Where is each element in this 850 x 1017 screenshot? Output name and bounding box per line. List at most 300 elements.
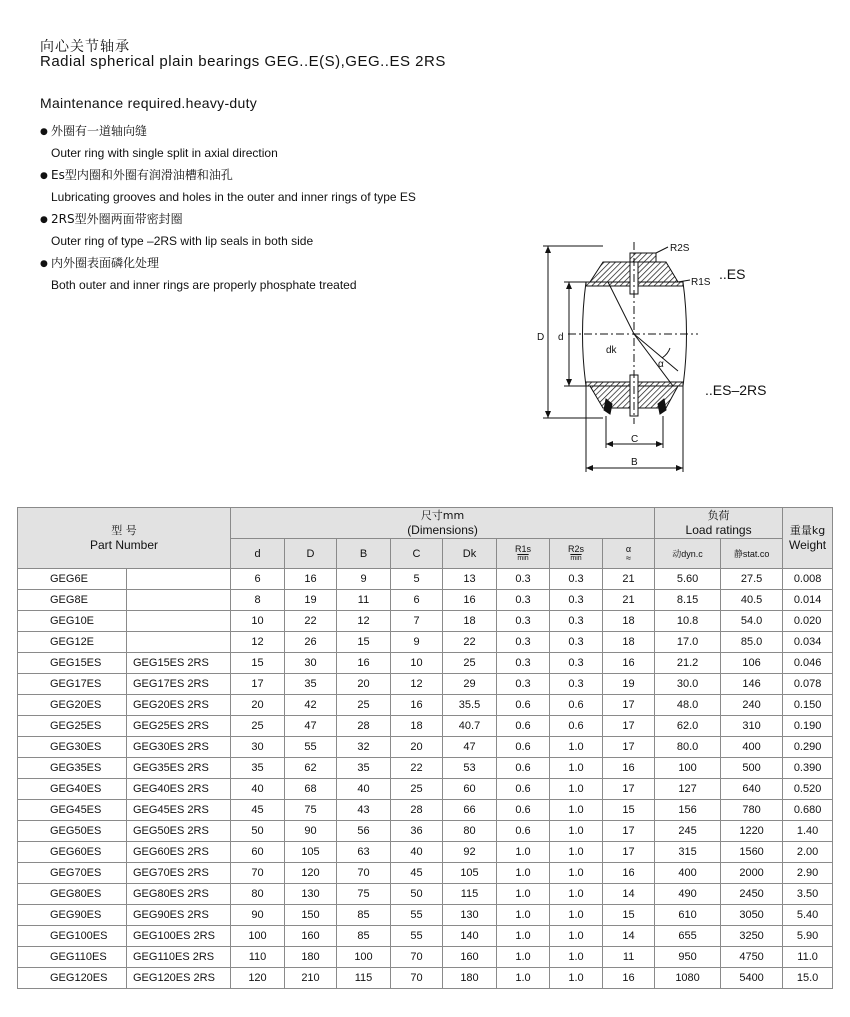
- cell-stat-load: 5400: [721, 968, 783, 989]
- cell-Dk: 18: [443, 611, 497, 632]
- cell-R1s: 0.6: [497, 695, 550, 716]
- cell-weight: 0.290: [783, 737, 833, 758]
- cell-alpha: 17: [603, 695, 655, 716]
- cell-d: 120: [231, 968, 285, 989]
- cell-dyn-load: 156: [655, 800, 721, 821]
- feature-list: [40, 120, 520, 296]
- cell-stat-load: 400: [721, 737, 783, 758]
- cell-part-number-e: GEG35ES: [18, 758, 127, 779]
- cell-alpha: 16: [603, 968, 655, 989]
- cell-dyn-load: 400: [655, 863, 721, 884]
- col-alpha-label: α: [625, 543, 632, 554]
- bullet-icon: ●: [40, 259, 48, 269]
- cell-dyn-load: 127: [655, 779, 721, 800]
- table-row: [18, 842, 833, 863]
- col-R1s-min: $\overline{min}$: [517, 554, 529, 562]
- cell-stat-load: 240: [721, 695, 783, 716]
- cell-B: 70: [337, 863, 391, 884]
- col-D-header: D: [285, 539, 337, 569]
- cell-d: 100: [231, 926, 285, 947]
- cell-alpha: 19: [603, 674, 655, 695]
- col-alpha-header: [603, 539, 655, 569]
- cell-Dk: 115: [443, 884, 497, 905]
- cell-C: 45: [391, 863, 443, 884]
- table-row: [18, 821, 833, 842]
- table-row: [18, 779, 833, 800]
- cell-part-number-2rs: GEG80ES 2RS: [127, 884, 231, 905]
- cell-Dk: 25: [443, 653, 497, 674]
- col-stat-header: 静stat.co: [721, 539, 783, 569]
- cell-R1s: 0.3: [497, 674, 550, 695]
- cell-Dk: 66: [443, 800, 497, 821]
- cell-stat-load: 1220: [721, 821, 783, 842]
- table-row: [18, 590, 833, 611]
- cell-part-number-e: GEG70ES: [18, 863, 127, 884]
- specification-table: [17, 507, 833, 989]
- load-ratings-header: [655, 508, 783, 539]
- cell-part-number-2rs: [127, 632, 231, 653]
- cell-stat-load: 1560: [721, 842, 783, 863]
- title-english: Radial spherical plain bearings GEG..E(S),GEG..ES 2RS: [40, 53, 446, 70]
- subtitle: Maintenance required.heavy-duty: [40, 95, 258, 111]
- cell-R2s: 1.0: [550, 800, 603, 821]
- cell-R1s: 1.0: [497, 947, 550, 968]
- cell-d: 45: [231, 800, 285, 821]
- cell-weight: 0.680: [783, 800, 833, 821]
- table-row: [18, 695, 833, 716]
- cell-part-number-2rs: GEG30ES 2RS: [127, 737, 231, 758]
- weight-header: [783, 508, 833, 569]
- cell-weight: 0.190: [783, 716, 833, 737]
- feature-en: Both outer and inner rings are properly phosphate treated: [51, 278, 357, 292]
- cell-R2s: 1.0: [550, 947, 603, 968]
- cell-D: 68: [285, 779, 337, 800]
- cell-Dk: 22: [443, 632, 497, 653]
- cell-D: 35: [285, 674, 337, 695]
- cell-C: 10: [391, 653, 443, 674]
- cell-R2s: 1.0: [550, 842, 603, 863]
- cell-R1s: 1.0: [497, 863, 550, 884]
- cell-R2s: 0.3: [550, 611, 603, 632]
- cell-stat-load: 310: [721, 716, 783, 737]
- cell-part-number-e: GEG45ES: [18, 800, 127, 821]
- table-row: [18, 611, 833, 632]
- cell-part-number-2rs: GEG35ES 2RS: [127, 758, 231, 779]
- cell-part-number-e: GEG30ES: [18, 737, 127, 758]
- cell-part-number-e: GEG8E: [18, 590, 127, 611]
- type-es-2rs-label: ..ES–2RS: [705, 382, 767, 398]
- cell-weight: 0.078: [783, 674, 833, 695]
- cell-D: 180: [285, 947, 337, 968]
- cell-part-number-2rs: GEG110ES 2RS: [127, 947, 231, 968]
- cell-R1s: 1.0: [497, 905, 550, 926]
- cell-weight: 0.034: [783, 632, 833, 653]
- cell-stat-load: 146: [721, 674, 783, 695]
- cell-weight: 1.40: [783, 821, 833, 842]
- cell-C: 25: [391, 779, 443, 800]
- cell-weight: 0.020: [783, 611, 833, 632]
- cell-R1s: 0.6: [497, 779, 550, 800]
- cell-part-number-e: GEG50ES: [18, 821, 127, 842]
- cell-Dk: 60: [443, 779, 497, 800]
- cell-d: 8: [231, 590, 285, 611]
- cell-R1s: 0.6: [497, 800, 550, 821]
- cell-weight: 0.046: [783, 653, 833, 674]
- cell-Dk: 35.5: [443, 695, 497, 716]
- cell-dyn-load: 655: [655, 926, 721, 947]
- cell-stat-load: 780: [721, 800, 783, 821]
- cell-D: 30: [285, 653, 337, 674]
- r1s-label: R1S: [691, 277, 711, 288]
- cell-C: 28: [391, 800, 443, 821]
- cell-d: 17: [231, 674, 285, 695]
- cell-part-number-e: GEG60ES: [18, 842, 127, 863]
- dimensions-header-cn: 尺寸mm: [420, 509, 465, 522]
- col-B-header: B: [337, 539, 391, 569]
- cell-stat-load: 54.0: [721, 611, 783, 632]
- cell-C: 70: [391, 968, 443, 989]
- load-ratings-header-cn: 负荷: [707, 509, 730, 522]
- cell-weight: 15.0: [783, 968, 833, 989]
- cell-C: 55: [391, 926, 443, 947]
- feature-cn: [40, 120, 520, 142]
- cell-R1s: 0.6: [497, 716, 550, 737]
- cell-part-number-2rs: GEG20ES 2RS: [127, 695, 231, 716]
- feature-en: Outer ring with single split in axial direction: [51, 146, 278, 160]
- cell-C: 20: [391, 737, 443, 758]
- r2s-label: R2S: [670, 243, 690, 254]
- cell-D: 16: [285, 569, 337, 590]
- cell-D: 22: [285, 611, 337, 632]
- cell-alpha: 17: [603, 737, 655, 758]
- cell-Dk: 13: [443, 569, 497, 590]
- cell-R2s: 1.0: [550, 737, 603, 758]
- cell-part-number-e: GEG25ES: [18, 716, 127, 737]
- cell-d: 70: [231, 863, 285, 884]
- cell-stat-load: 3250: [721, 926, 783, 947]
- cell-R2s: 1.0: [550, 863, 603, 884]
- cell-C: 6: [391, 590, 443, 611]
- cell-R1s: 0.6: [497, 758, 550, 779]
- cell-d: 10: [231, 611, 285, 632]
- cell-dyn-load: 8.15: [655, 590, 721, 611]
- cell-part-number-e: GEG15ES: [18, 653, 127, 674]
- dimensions-header: [231, 508, 655, 539]
- cell-Dk: 53: [443, 758, 497, 779]
- cell-alpha: 15: [603, 905, 655, 926]
- cell-stat-load: 27.5: [721, 569, 783, 590]
- title-chinese: 向心关节轴承: [40, 39, 130, 55]
- cell-stat-load: 640: [721, 779, 783, 800]
- table-row: [18, 863, 833, 884]
- cell-part-number-2rs: [127, 569, 231, 590]
- cell-B: 100: [337, 947, 391, 968]
- cell-part-number-2rs: GEG90ES 2RS: [127, 905, 231, 926]
- cell-B: 115: [337, 968, 391, 989]
- cell-R1s: 0.3: [497, 590, 550, 611]
- cell-part-number-2rs: GEG70ES 2RS: [127, 863, 231, 884]
- bullet-icon: ●: [40, 171, 48, 181]
- cell-B: 25: [337, 695, 391, 716]
- cell-stat-load: 500: [721, 758, 783, 779]
- cell-d: 15: [231, 653, 285, 674]
- cell-R2s: 1.0: [550, 968, 603, 989]
- cell-alpha: 16: [603, 653, 655, 674]
- cell-R2s: 0.6: [550, 716, 603, 737]
- cell-weight: 2.90: [783, 863, 833, 884]
- cell-R2s: 0.3: [550, 569, 603, 590]
- part-number-header-en: Part Number: [89, 538, 159, 552]
- cell-D: 120: [285, 863, 337, 884]
- cell-R1s: 1.0: [497, 884, 550, 905]
- weight-header-en: Weight: [789, 538, 827, 552]
- cell-d: 35: [231, 758, 285, 779]
- cell-part-number-2rs: [127, 611, 231, 632]
- cell-B: 12: [337, 611, 391, 632]
- cell-B: 35: [337, 758, 391, 779]
- cell-dyn-load: 490: [655, 884, 721, 905]
- part-number-header: [18, 508, 231, 569]
- cell-weight: 5.90: [783, 926, 833, 947]
- cell-B: 20: [337, 674, 391, 695]
- table-row: [18, 632, 833, 653]
- cell-alpha: 17: [603, 821, 655, 842]
- cell-D: 55: [285, 737, 337, 758]
- cell-B: 56: [337, 821, 391, 842]
- cell-R1s: 0.3: [497, 632, 550, 653]
- feature-cn: [40, 164, 520, 186]
- part-number-header-cn: 型 号: [111, 524, 137, 537]
- col-R1s-header: [497, 539, 550, 569]
- cell-Dk: 29: [443, 674, 497, 695]
- cell-B: 16: [337, 653, 391, 674]
- cell-R1s: 1.0: [497, 842, 550, 863]
- cell-C: 9: [391, 632, 443, 653]
- cell-R2s: 0.3: [550, 653, 603, 674]
- cell-C: 12: [391, 674, 443, 695]
- cell-C: 22: [391, 758, 443, 779]
- cell-part-number-2rs: GEG45ES 2RS: [127, 800, 231, 821]
- cell-R2s: 1.0: [550, 884, 603, 905]
- cell-dyn-load: 80.0: [655, 737, 721, 758]
- cell-alpha: 17: [603, 842, 655, 863]
- cell-D: 150: [285, 905, 337, 926]
- cell-D: 210: [285, 968, 337, 989]
- cell-d: 40: [231, 779, 285, 800]
- cell-part-number-2rs: GEG60ES 2RS: [127, 842, 231, 863]
- cell-part-number-e: GEG120ES: [18, 968, 127, 989]
- cell-d: 12: [231, 632, 285, 653]
- cell-Dk: 92: [443, 842, 497, 863]
- dimensions-header-en: (Dimensions): [407, 523, 478, 537]
- table-row: [18, 947, 833, 968]
- cell-Dk: 140: [443, 926, 497, 947]
- cell-alpha: 21: [603, 590, 655, 611]
- cell-part-number-e: GEG20ES: [18, 695, 127, 716]
- cell-R2s: 0.6: [550, 695, 603, 716]
- cell-part-number-e: GEG80ES: [18, 884, 127, 905]
- cell-B: 15: [337, 632, 391, 653]
- cell-B: 40: [337, 779, 391, 800]
- cell-B: 43: [337, 800, 391, 821]
- bearing-cross-section-diagram: [528, 236, 713, 476]
- cell-C: 50: [391, 884, 443, 905]
- cell-dyn-load: 62.0: [655, 716, 721, 737]
- cell-d: 25: [231, 716, 285, 737]
- cell-dyn-load: 1080: [655, 968, 721, 989]
- cell-B: 75: [337, 884, 391, 905]
- cell-weight: 0.520: [783, 779, 833, 800]
- cell-part-number-e: GEG10E: [18, 611, 127, 632]
- table-row: [18, 674, 833, 695]
- cell-R1s: 0.6: [497, 737, 550, 758]
- cell-dyn-load: 10.8: [655, 611, 721, 632]
- cell-stat-load: 85.0: [721, 632, 783, 653]
- cell-R2s: 1.0: [550, 821, 603, 842]
- cell-weight: 0.008: [783, 569, 833, 590]
- cell-C: 40: [391, 842, 443, 863]
- cell-part-number-e: GEG17ES: [18, 674, 127, 695]
- dim-C-label: C: [631, 434, 639, 445]
- cell-C: 55: [391, 905, 443, 926]
- cell-alpha: 15: [603, 800, 655, 821]
- cell-R2s: 0.3: [550, 590, 603, 611]
- dim-B-label: B: [631, 457, 638, 468]
- cell-alpha: 17: [603, 716, 655, 737]
- cell-R1s: 1.0: [497, 926, 550, 947]
- cell-part-number-2rs: [127, 590, 231, 611]
- cell-alpha: 17: [603, 779, 655, 800]
- cell-Dk: 16: [443, 590, 497, 611]
- cell-part-number-2rs: GEG15ES 2RS: [127, 653, 231, 674]
- table-row: [18, 968, 833, 989]
- cell-C: 36: [391, 821, 443, 842]
- cell-alpha: 11: [603, 947, 655, 968]
- cell-stat-load: 2000: [721, 863, 783, 884]
- cell-part-number-e: GEG100ES: [18, 926, 127, 947]
- cell-part-number-e: GEG12E: [18, 632, 127, 653]
- alpha-label: α: [658, 359, 664, 370]
- weight-header-cn: 重量kg: [789, 524, 826, 537]
- cell-R2s: 1.0: [550, 905, 603, 926]
- table-row: [18, 905, 833, 926]
- cell-R1s: 0.3: [497, 569, 550, 590]
- cell-d: 80: [231, 884, 285, 905]
- cell-D: 47: [285, 716, 337, 737]
- cell-d: 60: [231, 842, 285, 863]
- cell-R2s: 0.3: [550, 674, 603, 695]
- load-ratings-header-en: Load ratings: [685, 523, 752, 537]
- cell-stat-load: 106: [721, 653, 783, 674]
- cell-R1s: 0.3: [497, 611, 550, 632]
- feature-cn-text: 外圈有一道轴向缝: [51, 124, 148, 138]
- table-row: [18, 884, 833, 905]
- cell-Dk: 40.7: [443, 716, 497, 737]
- cell-dyn-load: 5.60: [655, 569, 721, 590]
- cell-alpha: 14: [603, 926, 655, 947]
- cell-D: 62: [285, 758, 337, 779]
- cell-alpha: 18: [603, 632, 655, 653]
- table-row: [18, 800, 833, 821]
- cell-part-number-2rs: GEG100ES 2RS: [127, 926, 231, 947]
- cell-alpha: 16: [603, 863, 655, 884]
- cell-D: 19: [285, 590, 337, 611]
- cell-d: 30: [231, 737, 285, 758]
- cell-part-number-e: GEG6E: [18, 569, 127, 590]
- col-Dk-header: Dk: [443, 539, 497, 569]
- cell-d: 50: [231, 821, 285, 842]
- col-R2s-label: R2s: [567, 543, 584, 554]
- col-C-header: C: [391, 539, 443, 569]
- col-R1s-label: R1s: [514, 543, 531, 554]
- feature-en: Outer ring of type –2RS with lip seals in both side: [51, 234, 314, 248]
- cell-weight: 11.0: [783, 947, 833, 968]
- feature-cn-text: 内外圈表面磷化处理: [51, 256, 160, 270]
- cell-dyn-load: 21.2: [655, 653, 721, 674]
- cell-C: 5: [391, 569, 443, 590]
- cell-dyn-load: 950: [655, 947, 721, 968]
- cell-D: 26: [285, 632, 337, 653]
- cell-dyn-load: 100: [655, 758, 721, 779]
- cell-part-number-2rs: GEG25ES 2RS: [127, 716, 231, 737]
- cell-Dk: 160: [443, 947, 497, 968]
- cell-D: 105: [285, 842, 337, 863]
- cell-part-number-e: GEG90ES: [18, 905, 127, 926]
- bullet-icon: ●: [40, 127, 48, 137]
- table-row: [18, 737, 833, 758]
- cell-R2s: 1.0: [550, 926, 603, 947]
- cell-alpha: 14: [603, 884, 655, 905]
- cell-weight: 0.150: [783, 695, 833, 716]
- cell-B: 63: [337, 842, 391, 863]
- cell-D: 42: [285, 695, 337, 716]
- table-row: [18, 758, 833, 779]
- cell-dyn-load: 17.0: [655, 632, 721, 653]
- cell-R2s: 1.0: [550, 779, 603, 800]
- col-alpha-sub: ≈: [626, 552, 631, 563]
- cell-C: 7: [391, 611, 443, 632]
- cell-R1s: 1.0: [497, 968, 550, 989]
- cell-dyn-load: 315: [655, 842, 721, 863]
- cell-part-number-e: GEG40ES: [18, 779, 127, 800]
- col-d-header: d: [231, 539, 285, 569]
- dim-dk-label: dk: [606, 345, 617, 356]
- cell-d: 90: [231, 905, 285, 926]
- cell-B: 9: [337, 569, 391, 590]
- col-R2s-header: [550, 539, 603, 569]
- cell-Dk: 130: [443, 905, 497, 926]
- cell-part-number-2rs: GEG17ES 2RS: [127, 674, 231, 695]
- cell-stat-load: 4750: [721, 947, 783, 968]
- cell-alpha: 16: [603, 758, 655, 779]
- feature-cn: [40, 208, 520, 230]
- cell-dyn-load: 30.0: [655, 674, 721, 695]
- cell-part-number-2rs: GEG120ES 2RS: [127, 968, 231, 989]
- table-row: [18, 716, 833, 737]
- col-dyn-header: 动dyn.c: [655, 539, 721, 569]
- cell-D: 75: [285, 800, 337, 821]
- cell-B: 85: [337, 905, 391, 926]
- col-R2s-min: $\overline{min}$: [570, 554, 582, 562]
- cell-dyn-load: 610: [655, 905, 721, 926]
- cell-part-number-e: GEG110ES: [18, 947, 127, 968]
- cell-D: 90: [285, 821, 337, 842]
- cell-R2s: 0.3: [550, 632, 603, 653]
- specification-table-body: [18, 569, 833, 989]
- cell-d: 20: [231, 695, 285, 716]
- cell-d: 6: [231, 569, 285, 590]
- cell-B: 85: [337, 926, 391, 947]
